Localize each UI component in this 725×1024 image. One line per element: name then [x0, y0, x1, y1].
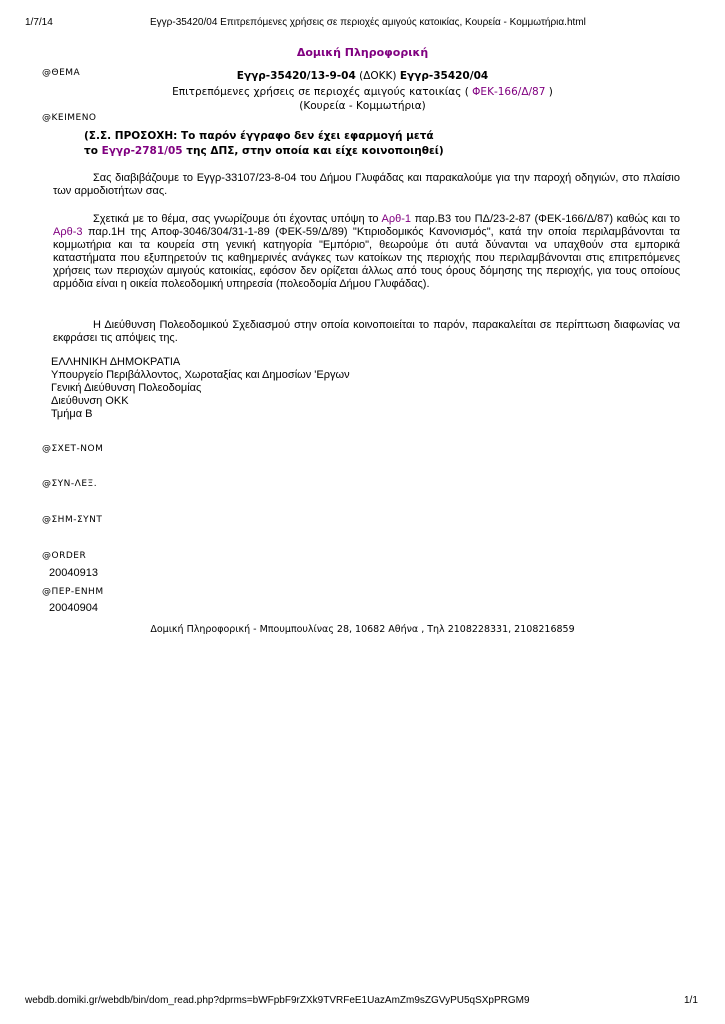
- signature-line: Τμήμα Β: [51, 408, 93, 420]
- subject-line-1: [0, 69, 725, 83]
- print-page-title: Εγγρ-35420/04 Επιτρεπόμενες χρήσεις σε περιοχές αμιγούς κατοικίας, Κουρεία - Κομμωτήρια.html: [150, 17, 586, 28]
- document-issuer: (ΔΟΚΚ): [355, 70, 400, 82]
- paragraph-2-text-a: Σχετικά με το θέμα, σας γνωρίζουμε ότι έχοντας υπόψη το: [93, 213, 382, 225]
- document-number: Εγγρ-35420/13-9-04: [236, 70, 356, 82]
- subject-line-2: [0, 85, 725, 99]
- signature-line: Διεύθυνση ΟΚΚ: [51, 395, 129, 407]
- notice-block: [84, 129, 444, 159]
- section-tag-per-enhm: @ΠΕΡ-ΕΝΗΜ: [42, 587, 104, 597]
- order-value: 20040913: [49, 567, 98, 579]
- paragraph-2-text-b: παρ.Β3 του ΠΔ/23-2-87 (ΦΕΚ-166/Δ/87) καθώς και το: [410, 213, 680, 225]
- article-1-link[interactable]: Αρθ-1: [381, 213, 411, 225]
- section-tag-order: @ORDER: [42, 551, 87, 561]
- section-tag-keimeno: @ΚΕΙΜΕΝΟ: [42, 113, 97, 123]
- fek-link[interactable]: ΦΕΚ-166/Δ/87: [472, 86, 546, 98]
- section-tag-sxet-nom: @ΣΧΕΤ-ΝΟΜ: [42, 444, 104, 454]
- signature-line: ΕΛΛΗΝΙΚΗ ΔΗΜΟΚΡΑΤΙΑ: [51, 356, 181, 368]
- subject-line-3: (Κουρεία - Κομμωτήρια): [299, 100, 426, 112]
- notice-line-1: (Σ.Σ. ΠΡΟΣΟΧΗ: Το παρόν έγγραφο δεν έχει εφαρμογή μετά: [84, 130, 434, 142]
- paragraph-3: Η Διεύθυνση Πολεοδομικού Σχεδιασμού στην οποία κοινοποιείται το παρόν, παρακαλείται σε περίπτωση διαφωνίας να εκφράσει τις απόψεις της.: [53, 319, 680, 344]
- notice-line-2: [84, 144, 444, 159]
- document-code: Εγγρ-35420/04: [399, 70, 489, 82]
- per-enhm-value: 20040904: [49, 602, 98, 614]
- contact-footer: Δομική Πληροφορική - Μπουμπουλίνας 28, 10682 Αθήνα , Τηλ 2108228331, 2108216859: [150, 624, 575, 635]
- article-3-link[interactable]: Αρθ-3: [53, 226, 83, 238]
- notice-text: το: [84, 145, 102, 157]
- paragraph-2: [53, 213, 680, 291]
- paragraph-1: Σας διαβιβάζουμε το Εγγρ-33107/23-8-04 του Δήμου Γλυφάδας και παρακαλούμε για την παροχή οδηγιών, στο πλαίσιο των αρμοδιοτήτων σας.: [53, 172, 680, 197]
- paragraph-2-text-c: παρ.1Η της Αποφ-3046/304/31-1-89 (ΦΕΚ-59/Δ/89) "Κτιριοδομικός Κανονισμός", κατά την οποία περιλαμβάνονται τα κομμωτήρια και τα κουρεία στη γενική κατηγορία "Εμπόριο", θεωρούμε ότι αυτά δύνανται να υπαχθούν στα εμπορικά καταστήματα που εξυπηρετούν τις καθημερινές ανάγκες των κατοίκων της περιοχής που περιλαμβάνονται στις επιτρεπόμενες χρήσεις των περιοχών αμιγούς κατοικίας, εφόσον δεν ορίζεται άλλως από τους όρους δόμησης της περιοχής, για τους οποίους αρμόδια είναι η οικεία πολεοδομική υπηρεσία (πολεοδομία Δήμου Γλυφάδας).: [53, 226, 680, 290]
- signature-line: Υπουργείο Περιβάλλοντος, Χωροταξίας και Δημοσίων 'Εργων: [51, 369, 350, 381]
- brand-title[interactable]: Δομική Πληροφορική: [296, 46, 429, 59]
- print-url: webdb.domiki.gr/webdb/bin/dom_read.php?dprms=bWFpbF9rZXk9TVRFeE1UazAmZm9sZGVyPU5qSXpPRGM9: [25, 995, 530, 1006]
- signature-block: [51, 356, 350, 421]
- print-date: 1/7/14: [25, 17, 53, 28]
- signature-line: Γενική Διεύθυνση Πολεοδομίας: [51, 382, 202, 394]
- section-tag-shm-synt: @ΣΗΜ-ΣΥΝΤ: [42, 515, 103, 525]
- subject-text: Επιτρεπόμενες χρήσεις σε περιοχές αμιγούς κατοικίας (: [172, 86, 473, 98]
- section-tag-thema: @ΘΕΜΑ: [42, 68, 81, 78]
- page-number: 1/1: [684, 995, 698, 1006]
- notice-text-end: της ΔΠΣ, στην οποία και είχε κοινοποιηθεί): [182, 145, 444, 157]
- notice-link[interactable]: Εγγρ-2781/05: [101, 145, 183, 157]
- section-tag-syn-lex: @ΣΥΝ-ΛΕΞ.: [42, 479, 98, 489]
- subject-paren: ): [545, 86, 553, 98]
